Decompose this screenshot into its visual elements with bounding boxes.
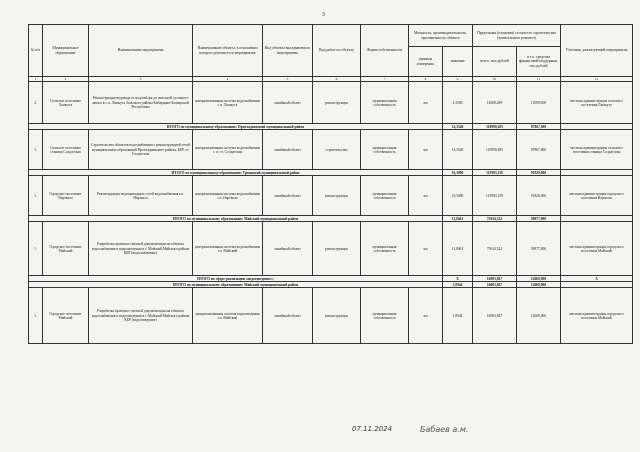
row-ownership: муниципальная собственность [361,176,409,216]
row-event: Разработка проектно-сметной документации на объекты водоснабжения и водоотведения в г. Майский Майского района КБР (водоснабжение) [89,222,193,276]
row-value: 11,8461 [443,222,473,276]
row-event: Строительство объектов водоснабжения с реконструкцией сетей муниципальных образований Прохладненского района, КБР, ст. Солдатская [89,130,193,170]
row-object: централизованная система водоснабжения г.п. Нарткала [193,176,263,216]
col-index: 4 [193,77,263,82]
header-object: Наименование объекта, в отношении которого реализуется мероприятие [193,25,263,77]
row-num: 1. [29,130,43,170]
total-cost-fed: 87867,000 [517,124,561,130]
table-row [29,130,633,170]
row-event: Реконструкция водопроводных сетей водоснабжения г.п. Нарткала [89,176,193,216]
col-index: 5 [263,77,313,82]
total-value: 11,8461 [443,216,473,222]
row-work-type: реконструкция [313,176,361,216]
row-cost-fed: 12669,000 [517,288,561,344]
header-participant: Участник, реализующий мероприятие [561,25,633,77]
row-num: 1. [29,176,43,216]
header-value: значение [443,47,473,77]
row-event: Реконструкция водовода от водозабора до очистной суточного запаса в с.п. Лашкута Зольского района Кабардино-Балкарской Республики [89,82,193,124]
header-capacity: Мощность, производительность, протяженность объекта [409,25,473,47]
total-label: ИТОГО по сфере реализации «водоотведение»: [29,276,443,282]
total-extra: X [561,276,633,282]
row-value: 2,3500 [443,82,473,124]
col-index: 9 [443,77,473,82]
col-index: 10 [473,77,517,82]
row-work-type: реконструкция [313,222,361,276]
row-num: 2. [29,82,43,124]
row-unit: км [409,222,443,276]
total-cost-total: 115983,158 [473,170,517,176]
header-event: Наименование мероприятия [89,25,193,77]
row-cost-fed: 11089,000 [517,82,561,124]
row-object-type: линейный объект [263,130,313,170]
row-unit: км [409,82,443,124]
row-object: централизованная система водоотведения г.п. Майский [193,288,263,344]
total-value: 16,3000 [443,170,473,176]
row-cost-total: 110990,285 [473,130,517,170]
header-ownership: Форма собственности [361,25,409,77]
header-cost: Предельная (плановая) стоимость строительства (капитального ремонта) [473,25,561,47]
row-participant: местная администрация сельского поселения Лашкута [561,82,633,124]
row-municipality: Городское поселение Майский [43,288,89,344]
investment-table-sheet [28,24,632,344]
row-unit: км [409,288,443,344]
header-work-type: Вид работ по объекту [313,25,361,77]
investment-table [28,24,633,344]
total-cost-total: 75634,522 [473,216,517,222]
header-municipality: Муниципальное образование [43,25,89,77]
handwritten-signature: Бабаев а.м. [420,425,469,434]
total-value: 14,3540 [443,124,473,130]
row-municipality: Сельское поселение станица Солдатская [43,130,89,170]
total-cost-total: 16003,847 [473,276,517,282]
total-value: 1,8944 [443,282,473,288]
page-number: 3 [322,12,325,18]
total-label: ИТОГО по муниципальному образованию: Прохладненский муниципальный район [29,124,443,130]
table-row [29,288,633,344]
row-num: 1. [29,288,43,344]
row-num: 1. [29,222,43,276]
row-object: централизованная система водоснабжения с.п. Лашкута [193,82,263,124]
row-participant: местная администрация сельского поселения станица Солдатская [561,130,633,170]
col-index: 6 [313,77,361,82]
row-object-type: линейный объект [263,176,313,216]
header-object-type: Вид объекта вкладываемого мероприятия [263,25,313,77]
row-cost-fed: 91820,000 [517,176,561,216]
row-cost-total: 75634,522 [473,222,517,276]
row-value: 14,3540 [443,130,473,170]
row-cost-fed: 59877,000 [517,222,561,276]
col-index: 2 [43,77,89,82]
row-municipality: Городское поселение Нарткала [43,176,89,216]
table-row [29,82,633,124]
total-cost-fed: 59877,000 [517,216,561,222]
row-participant: местная администрация городского поселения Майский [561,288,633,344]
row-object: централизованная система водоснабжения с. п. ст. Солдатская [193,130,263,170]
col-index: 3 [89,77,193,82]
row-cost-total: 14008,209 [473,82,517,124]
row-work-type: реконструкция [313,288,361,344]
row-value: 1,8944 [443,288,473,344]
col-index: 7 [361,77,409,82]
row-cost-total: 115983,158 [473,176,517,216]
total-label: ИТОГО по муниципальному образованию: Майский муниципальный район [29,282,443,288]
total-cost-fed: 12669,000 [517,282,561,288]
total-cost-fed: 12669,000 [517,276,561,282]
row-event: Разработка проектно-сметной документации на объекты водоснабжения и водоотведения в г. Майский Майского района КБР (водоотведение) [89,288,193,344]
header-num: № п/п [29,25,43,77]
row-unit: км [409,130,443,170]
row-work-type: строительство [313,130,361,170]
col-index: 12 [561,77,633,82]
row-ownership: муниципальная собственность [361,222,409,276]
row-ownership: муниципальная собственность [361,288,409,344]
total-label: ИТОГО по муниципальному образованию: Урванский муниципальный район [29,170,443,176]
row-cost-fed: 87867,000 [517,130,561,170]
row-participant: местная администрация городского поселения Нарткала [561,176,633,216]
header-cost-fed: в т.ч. средства финансовой поддержки, тыс.рублей [517,47,561,77]
col-index: 1 [29,77,43,82]
row-work-type: реконструкция [313,82,361,124]
header-cost-total: всего, тыс.рублей [473,47,517,77]
row-municipality: Сельское поселение Лашкута [43,82,89,124]
row-unit: км [409,176,443,216]
total-value: X [443,276,473,282]
row-value: 16,3000 [443,176,473,216]
row-object: централизованная система водоснабжения г.п. Майский [193,222,263,276]
table-row [29,222,633,276]
row-object-type: линейный объект [263,288,313,344]
total-cost-total: 16003,847 [473,282,517,288]
row-ownership: муниципальная собственность [361,130,409,170]
total-cost-fed: 91820,000 [517,170,561,176]
row-participant: местная администрация городского поселения Майский [561,222,633,276]
col-index: 8 [409,77,443,82]
total-label: ИТОГО по муниципальному образованию: Майский муниципальный район [29,216,443,222]
col-index: 11 [517,77,561,82]
row-ownership: муниципальная собственность [361,82,409,124]
total-cost-total: 110990,285 [473,124,517,130]
table-row [29,176,633,216]
row-object-type: линейный объект [263,222,313,276]
row-object-type: линейный объект [263,82,313,124]
row-cost-total: 16003,847 [473,288,517,344]
handwritten-date: 07.11.2024 [352,425,393,433]
row-municipality: Городское поселение Майский [43,222,89,276]
header-unit: единица измерения [409,47,443,77]
